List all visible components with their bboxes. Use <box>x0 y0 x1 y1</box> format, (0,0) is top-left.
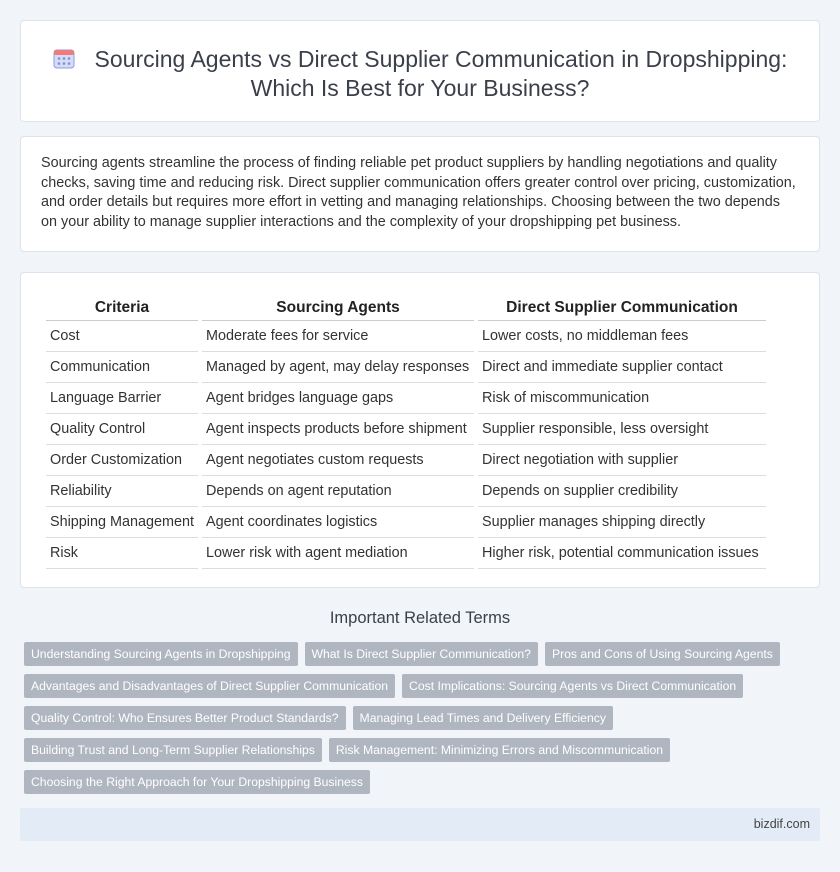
header-sourcing-agents: Sourcing Agents <box>202 295 474 321</box>
related-term-tag[interactable]: Advantages and Disadvantages of Direct Supplier Communication <box>24 674 395 698</box>
cell-criteria: Cost <box>46 321 198 352</box>
cell-criteria: Language Barrier <box>46 383 198 414</box>
cell-direct-supplier: Supplier responsible, less oversight <box>478 414 766 445</box>
cell-criteria: Communication <box>46 352 198 383</box>
intro-paragraph: Sourcing agents streamline the process of finding reliable pet product suppliers by handling negotiations and quality checks, saving time and reducing risk. Direct supplier communication offers greater control over pricing, customization, and order details but requires more effort in vetting and managing relationships. Choosing between the two depends on your ability to manage supplier interactions and the complexity of your dropshipping pet business. <box>41 155 796 230</box>
table-row <box>46 538 766 569</box>
related-term-tag[interactable]: Quality Control: Who Ensures Better Product Standards? <box>24 706 346 730</box>
related-term-tag[interactable]: What Is Direct Supplier Communication? <box>305 642 538 666</box>
related-term-tag[interactable]: Understanding Sourcing Agents in Dropshipping <box>24 642 298 666</box>
cell-sourcing-agents: Agent coordinates logistics <box>202 507 474 538</box>
page-title-text: Sourcing Agents vs Direct Supplier Communication in Dropshipping: Which Is Best for Your Business? <box>94 46 788 101</box>
related-term-tag[interactable]: Cost Implications: Sourcing Agents vs Direct Communication <box>402 674 743 698</box>
footer-site-link[interactable]: bizdif.com <box>753 817 810 831</box>
page-title <box>21 45 819 103</box>
table-row <box>46 476 766 507</box>
cell-sourcing-agents: Agent bridges language gaps <box>202 383 474 414</box>
intro-card <box>20 136 820 252</box>
cell-sourcing-agents: Moderate fees for service <box>202 321 474 352</box>
cell-direct-supplier: Direct negotiation with supplier <box>478 445 766 476</box>
cell-criteria: Quality Control <box>46 414 198 445</box>
cell-direct-supplier: Direct and immediate supplier contact <box>478 352 766 383</box>
comparison-table <box>42 295 770 569</box>
cell-sourcing-agents: Depends on agent reputation <box>202 476 474 507</box>
table-row <box>46 352 766 383</box>
table-row <box>46 321 766 352</box>
related-terms-list <box>24 642 824 802</box>
title-card <box>20 20 820 122</box>
table-row <box>46 414 766 445</box>
table-row <box>46 507 766 538</box>
related-term-tag[interactable]: Building Trust and Long-Term Supplier Relationships <box>24 738 322 762</box>
calendar-icon <box>53 47 75 69</box>
cell-sourcing-agents: Lower risk with agent mediation <box>202 538 474 569</box>
header-criteria: Criteria <box>46 295 198 321</box>
table-header-row <box>46 295 766 321</box>
related-terms-heading: Important Related Terms <box>329 609 511 627</box>
cell-sourcing-agents: Agent negotiates custom requests <box>202 445 474 476</box>
header-direct-supplier: Direct Supplier Communication <box>478 295 766 321</box>
related-term-tag[interactable]: Risk Management: Minimizing Errors and Miscommunication <box>329 738 670 762</box>
cell-sourcing-agents: Managed by agent, may delay responses <box>202 352 474 383</box>
cell-direct-supplier: Risk of miscommunication <box>478 383 766 414</box>
cell-criteria: Shipping Management <box>46 507 198 538</box>
table-row <box>46 445 766 476</box>
related-term-tag[interactable]: Choosing the Right Approach for Your Dropshipping Business <box>24 770 370 794</box>
cell-criteria: Reliability <box>46 476 198 507</box>
cell-criteria: Risk <box>46 538 198 569</box>
cell-sourcing-agents: Agent inspects products before shipment <box>202 414 474 445</box>
footer <box>20 808 820 841</box>
cell-direct-supplier: Higher risk, potential communication issues <box>478 538 766 569</box>
comparison-card <box>20 272 820 588</box>
cell-direct-supplier: Depends on supplier credibility <box>478 476 766 507</box>
related-term-tag[interactable]: Pros and Cons of Using Sourcing Agents <box>545 642 780 666</box>
table-row <box>46 383 766 414</box>
related-term-tag[interactable]: Managing Lead Times and Delivery Efficiency <box>353 706 613 730</box>
cell-direct-supplier: Supplier manages shipping directly <box>478 507 766 538</box>
cell-criteria: Order Customization <box>46 445 198 476</box>
cell-direct-supplier: Lower costs, no middleman fees <box>478 321 766 352</box>
